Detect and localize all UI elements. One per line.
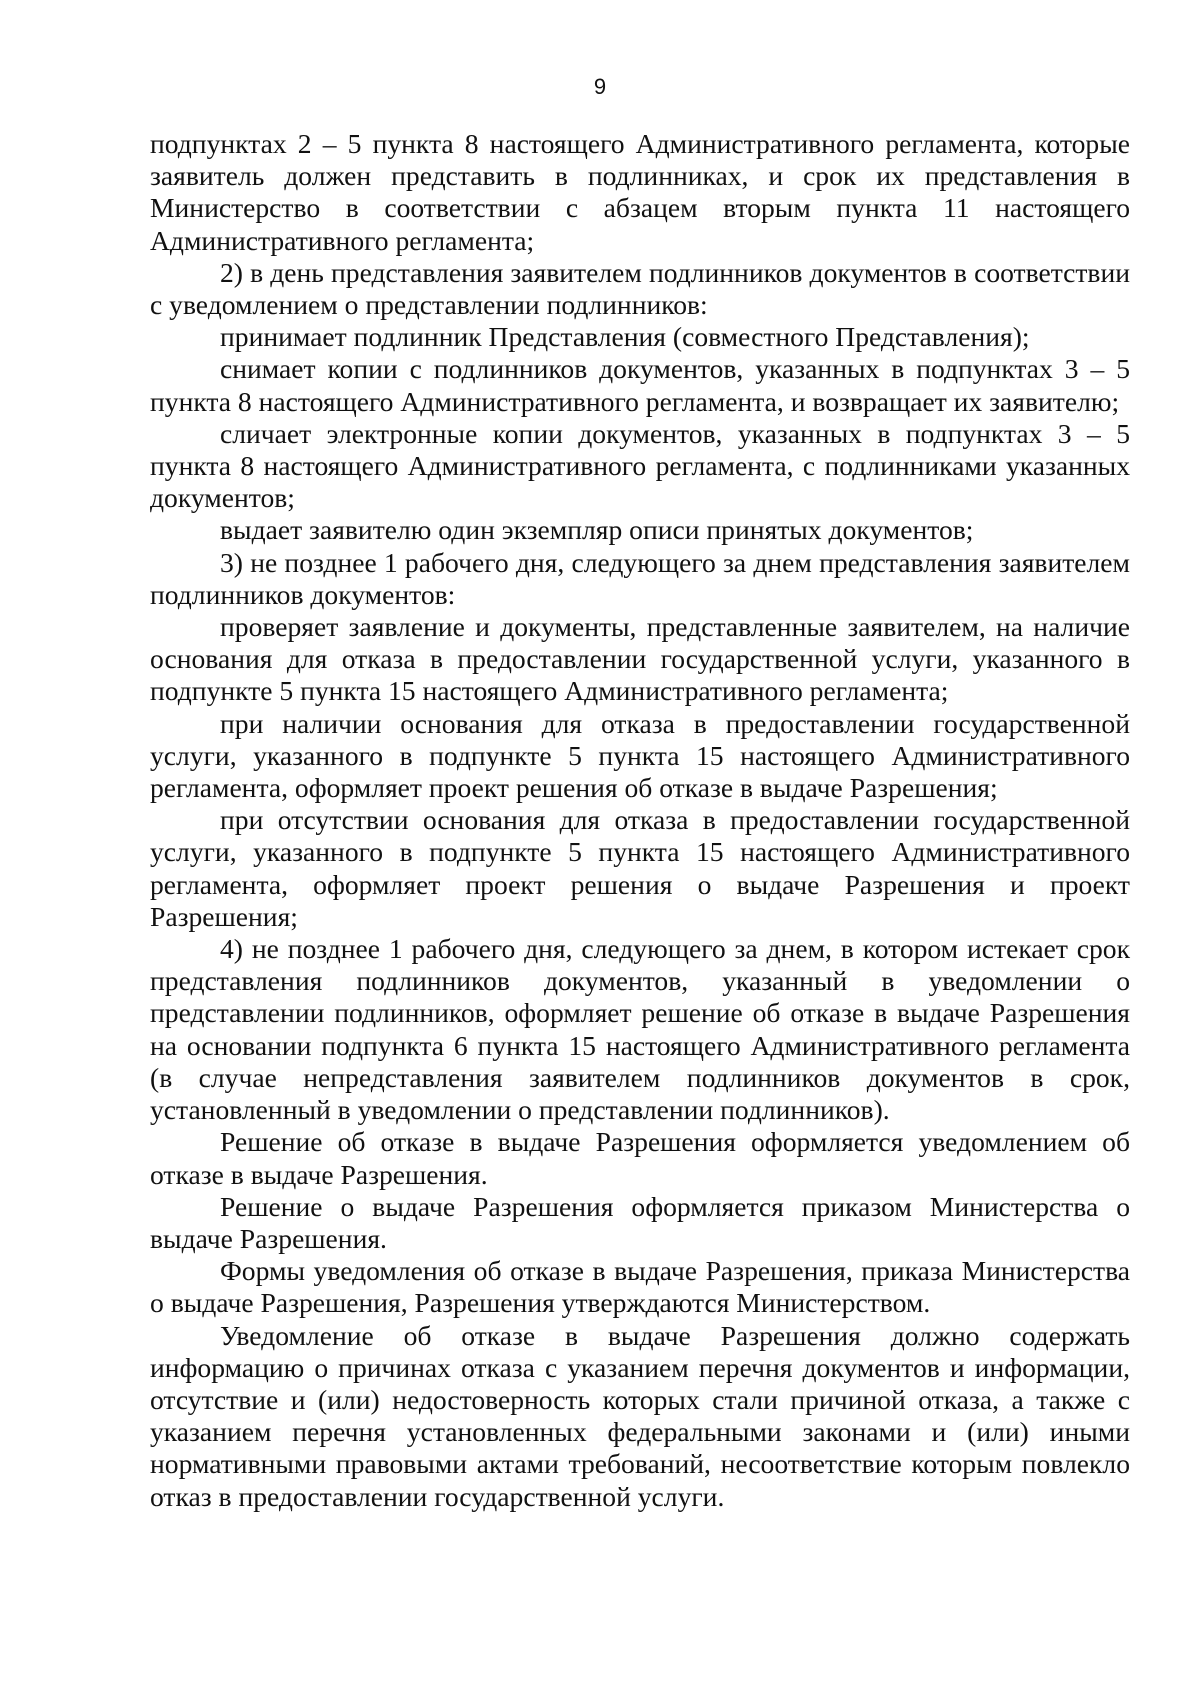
paragraph-issue-inventory: выдает заявителю один экземпляр описи принятых документов; [220,514,974,546]
paragraph-forms-approval: Формы уведомления об отказе в выдаче Разрешения, приказа Министерства о выдаче Разрешения, Разрешения утверждаются Министерством. [150,1255,1130,1319]
paragraph-compare-copies: сличает электронные копии документов, указанных в подпунктах 3 – 5 пункта 8 настоящего Административного регламента, с подлинниками указанных документов; [150,417,1130,514]
paragraph-refusal-notice: Решение об отказе в выдаче Разрешения оформляется уведомлением об отказе в выдаче Разрешения. [150,1126,1130,1190]
paragraph-accept-original: принимает подлинник Представления (совместного Представления); [220,321,1030,353]
paragraph-item-4: 4) не позднее 1 рабочего дня, следующего за днем, в котором истекает срок представления подлинников документов, указанный в уведомлении о представлении подлинников, оформляет решение об отказе в выдаче Разрешения на основании подпункта 6 пункта 15 настоящего Административного регламента (в случае непредставления заявителем подлинников документов в срок, установленный в уведомлении о представлении подлинников). [150,933,1130,1126]
paragraph-check-application: проверяет заявление и документы, представленные заявителем, на наличие основания для отказа в предоставлении государственной услуги, указанного в подпункте 5 пункта 15 настоящего Административного регламента; [150,611,1130,707]
paragraph-item-2: 2) в день представления заявителем подлинников документов в соответствии с уведомлением о представлении подлинников: [150,256,1130,321]
paragraph-item-3: 3) не позднее 1 рабочего дня, следующего за днем представления заявителем подлинников документов: [150,546,1130,610]
page-number: 9 [593,74,607,99]
document-body [150,128,1130,1513]
paragraph-issuance-order: Решение о выдаче Разрешения оформляется приказом Министерства о выдаче Разрешения. [150,1190,1130,1254]
paragraph-refusal-content: Уведомление об отказе в выдаче Разрешения должно содержать информацию о причинах отказа с указанием перечня документов и информации, отсутствие и (или) недостоверность которых стали причиной отказа, а также с указанием перечня установленных федеральными законами и (или) иными нормативными правовыми актами требований, несоответствие которым повлекло отказ в предоставлении государственной услуги. [150,1319,1130,1512]
paragraph-refusal-draft: при наличии основания для отказа в предоставлении государственной услуги, указанного в подпункте 5 пункта 15 настоящего Административного регламента, оформляет проект решения об отказе в выдаче Разрешения; [150,707,1130,804]
paragraph-make-copies: снимает копии с подлинников документов, указанных в подпунктах 3 – 5 пункта 8 настоящего Административного регламента, и возвращает их заявителю; [150,353,1130,417]
paragraph-continuation: подпунктах 2 – 5 пункта 8 настоящего Административного регламента, которые заявитель должен представить в подлинниках, и срок их представления в Министерство в соответствии с абзацем вторым пункта 11 настоящего Административного регламента; [150,128,1130,256]
paragraph-permit-draft: при отсутствии основания для отказа в предоставлении государственной услуги, указанного в подпункте 5 пункта 15 настоящего Административного регламента, оформляет проект решения о выдаче Разрешения и проект Разрешения; [150,804,1130,932]
